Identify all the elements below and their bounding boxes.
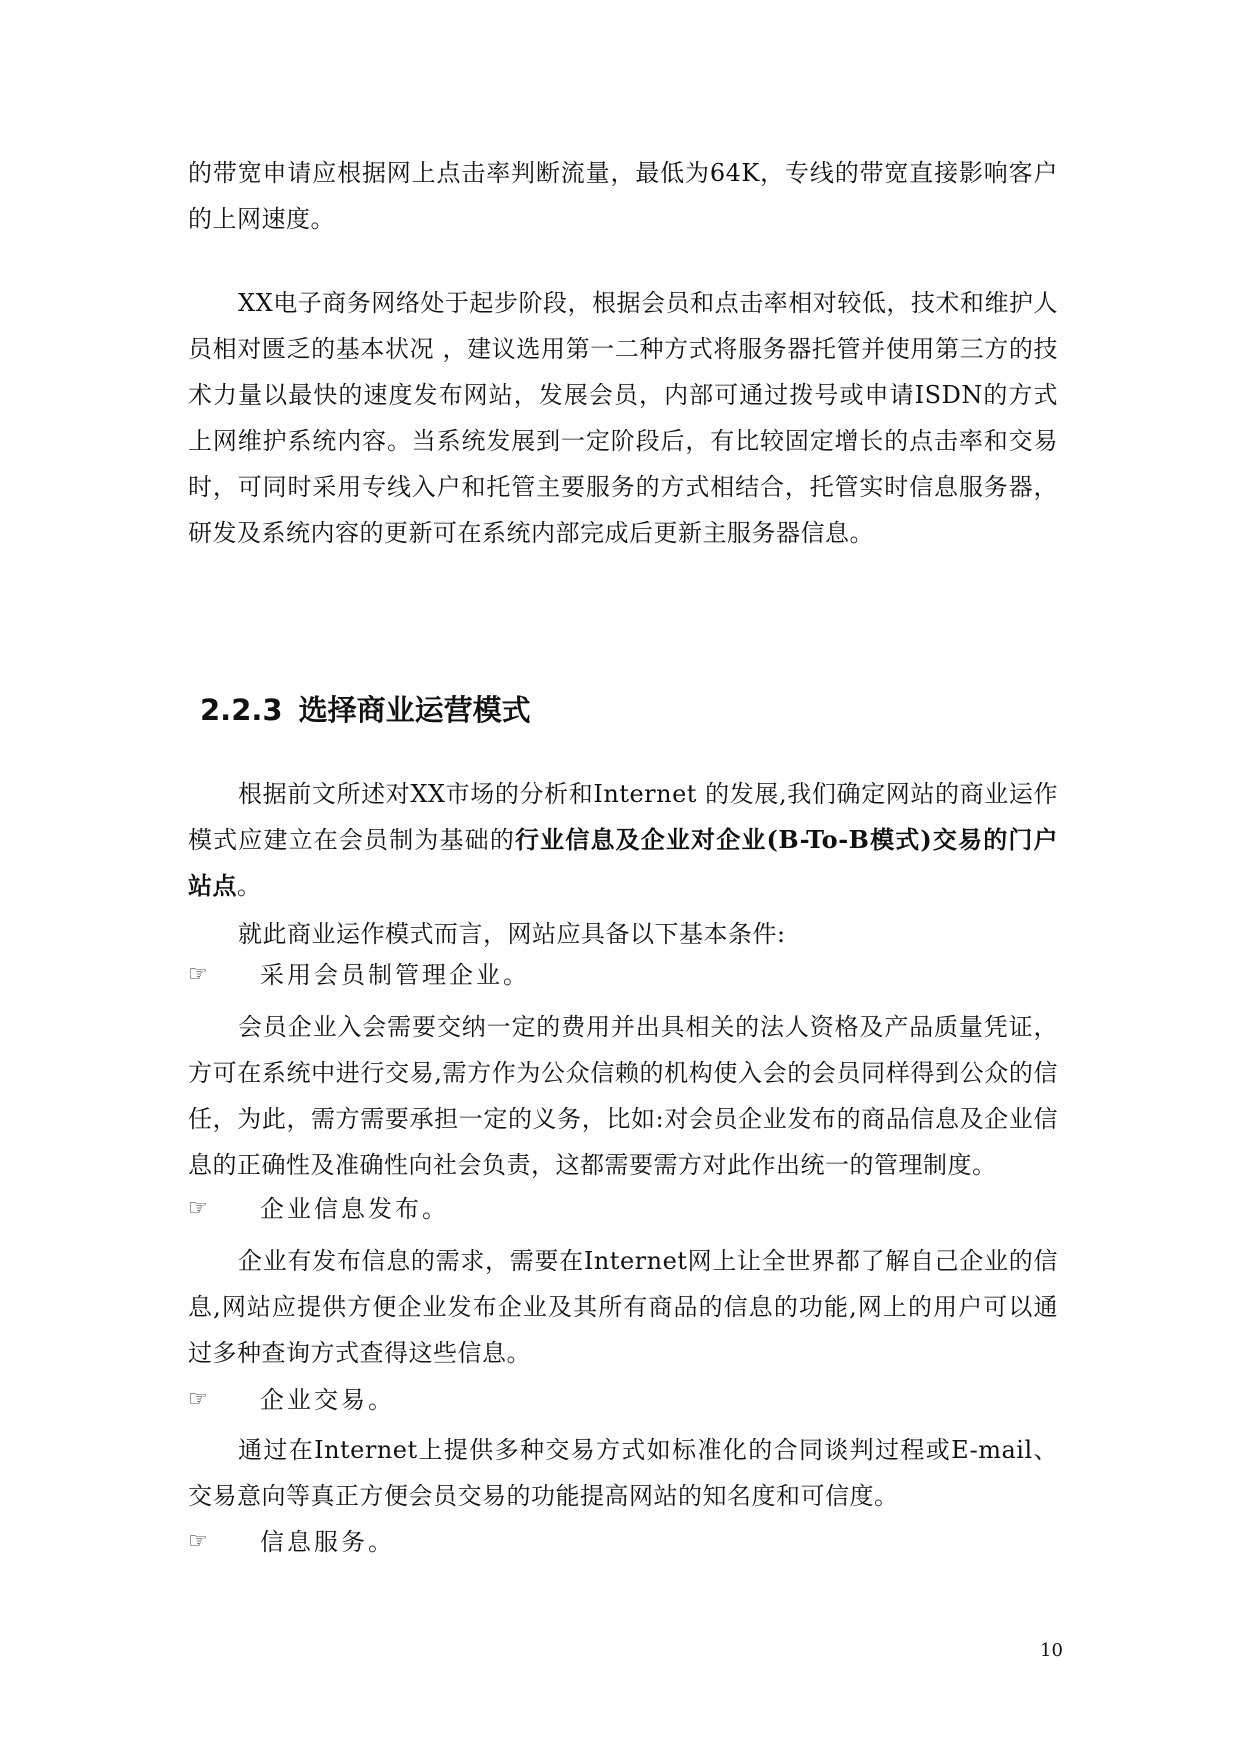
page-number: 10 [1040, 1640, 1063, 1661]
paragraph-trading: 通过在Internet上提供多种交易方式如标准化的合同谈判过程或E-mail、交易意向等真正方便会员交易的功能提高网站的知名度和可信度。 [188, 1436, 1058, 1510]
section-number: 2.2.3 [200, 693, 283, 727]
business-model-period: 。 [237, 872, 262, 900]
bullet-text: 采用会员制管理企业。 [260, 961, 530, 989]
paragraph-membership: 会员企业入会需要交纳一定的费用并出具相关的法人资格及产品质量凭证，方可在系统中进行交易,需方作为公众信赖的机构使入会的会员同样得到公众的信任，为此，需方需要承担一定的义务，比如:对会员企业发布的商品信息及企业信息的正确性及准确性向社会负责，这都需要需方对此作出统一的管理制度。 [188, 1013, 1058, 1179]
business-model-text: 根据前文所述对XX市场的分析和Internet 的发展,我们确定网站的商业运作模式应建立在会员制为基础的 [188, 780, 1058, 854]
section-title: 选择商业运营模式 [298, 693, 531, 727]
pointing-hand-icon: ☞ [188, 1387, 208, 1412]
section-heading [200, 688, 531, 729]
bullet-text: 信息服务。 [260, 1528, 395, 1556]
bullet-text: 企业交易。 [260, 1386, 395, 1414]
paragraph-bandwidth: 的带宽申请应根据网上点击率判断流量，最低为64K，专线的带宽直接影响客户的上网速度。 [188, 159, 1058, 233]
bullet-text: 企业信息发布。 [260, 1195, 449, 1223]
paragraph-info-publish: 企业有发布信息的需求，需要在Internet网上让全世界都了解自己企业的信息,网站应提供方便企业发布企业及其所有商品的信息的功能,网上的用户可以通过多种查询方式查得这些信息。 [188, 1247, 1058, 1367]
business-model-emphasis: 行业信息及企业对企业(B-To-B模式)交易的门户站点 [188, 825, 1059, 900]
paragraph-recommendation: XX电子商务网络处于起步阶段，根据会员和点击率相对较低，技术和维护人员相对匮乏的基本状况 ，建议选用第一二种方式将服务器托管并使用第三方的技术力量以最快的速度发布网站，发展会员，内部可通过拨号或申请ISDN的方式上网维护系统内容。当系统发展到一定阶段后，有比较固定增长的点击率和交易时，可同时采用专线入户和托管主要服务的方式相结合，托管实时信息服务器，研发及系统内容的更新可在系统内部完成后更新主服务器信息。 [188, 289, 1058, 547]
pointing-hand-icon: ☞ [188, 1196, 208, 1221]
pointing-hand-icon: ☞ [188, 962, 208, 987]
paragraph-conditions-intro: 就此商业运作模式而言，网站应具备以下基本条件: [238, 920, 786, 948]
pointing-hand-icon: ☞ [188, 1529, 208, 1554]
paragraph-business-model [188, 771, 1058, 909]
